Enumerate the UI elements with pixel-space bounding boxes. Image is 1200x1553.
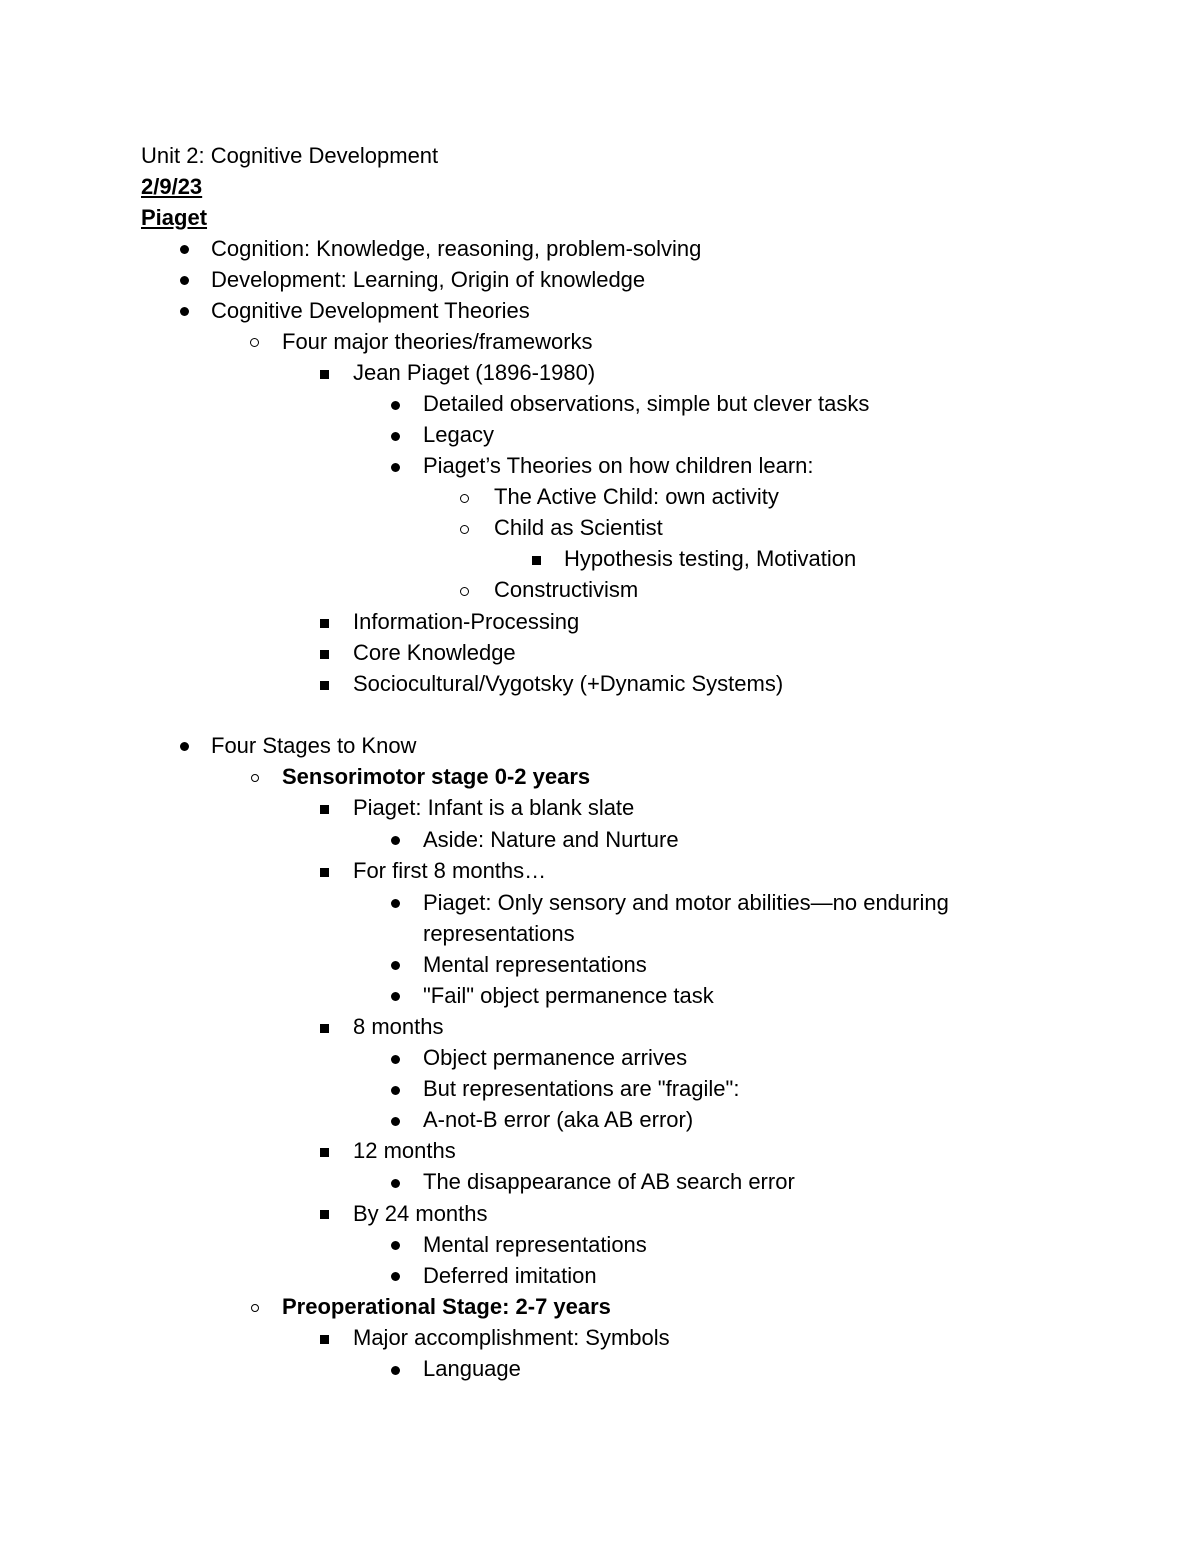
bullet-square [320, 805, 329, 814]
bullet-disc [391, 463, 400, 472]
bullet-disc [391, 1179, 400, 1188]
bullet-disc [391, 1272, 400, 1281]
bullet-square [320, 868, 329, 877]
bullet-disc [391, 1055, 400, 1064]
list-item: Core Knowledge [353, 640, 516, 665]
bullet-circle [460, 525, 469, 534]
bullet-disc [391, 836, 400, 845]
list-item: A-not-B error (aka AB error) [423, 1107, 694, 1132]
list-item: Hypothesis testing, Motivation [564, 546, 857, 571]
list-item: Piaget’s Theories on how children learn: [423, 453, 814, 478]
list-item: 8 months [353, 1014, 444, 1039]
list-item-continuation: representations [423, 921, 575, 946]
bullet-disc [391, 992, 400, 1001]
document-title: Unit 2: Cognitive Development [141, 143, 439, 168]
list-item: Mental representations [423, 952, 647, 977]
bullet-square [320, 1024, 329, 1033]
section-heading: Piaget [141, 205, 208, 230]
stage-heading: Sensorimotor stage 0-2 years [282, 764, 591, 789]
bullet-disc [180, 276, 189, 285]
list-item: Piaget: Infant is a blank slate [353, 795, 635, 820]
bullet-square [532, 556, 541, 565]
bullet-disc [391, 961, 400, 970]
list-item: Constructivism [494, 577, 639, 602]
list-item: Object permanence arrives [423, 1045, 688, 1070]
bullet-square [320, 370, 329, 379]
list-item: Piaget: Only sensory and motor abilities—no enduring [423, 890, 949, 915]
list-item: Major accomplishment: Symbols [353, 1325, 670, 1350]
bullet-disc [391, 432, 400, 441]
list-item: Jean Piaget (1896-1980) [353, 360, 596, 385]
list-item: Cognitive Development Theories [211, 298, 530, 323]
bullet-disc [391, 1086, 400, 1095]
list-item: The Active Child: own activity [494, 484, 779, 509]
list-item: Cognition: Knowledge, reasoning, problem-solving [211, 236, 702, 261]
bullet-circle [460, 494, 469, 503]
list-item: Legacy [423, 422, 494, 447]
stage-heading: Preoperational Stage: 2-7 years [282, 1294, 611, 1319]
list-item: 12 months [353, 1138, 456, 1163]
bullet-disc [180, 245, 189, 254]
bullet-square [320, 1335, 329, 1344]
list-item: Four Stages to Know [211, 733, 417, 758]
list-item: But representations are "fragile": [423, 1076, 740, 1101]
list-item: For first 8 months… [353, 858, 547, 883]
list-item: The disappearance of AB search error [423, 1169, 795, 1194]
list-item: Information-Processing [353, 609, 580, 634]
list-item: By 24 months [353, 1201, 488, 1226]
bullet-disc [180, 742, 189, 751]
bullet-disc [391, 401, 400, 410]
list-item: Sociocultural/Vygotsky (+Dynamic Systems) [353, 671, 784, 696]
bullet-circle [251, 774, 259, 782]
bullet-disc [180, 307, 189, 316]
bullet-square [320, 650, 329, 659]
bullet-circle [251, 1304, 259, 1312]
list-item: Language [423, 1356, 521, 1381]
list-item: Four major theories/frameworks [282, 329, 593, 354]
bullet-disc [391, 899, 400, 908]
list-item: Development: Learning, Origin of knowledge [211, 267, 646, 292]
bullet-disc [391, 1241, 400, 1250]
bullet-square [320, 681, 329, 690]
list-item: "Fail" object permanence task [423, 983, 714, 1008]
bullet-disc [391, 1366, 400, 1375]
bullet-square [320, 1148, 329, 1157]
list-item: Child as Scientist [494, 515, 663, 540]
bullet-disc [391, 1117, 400, 1126]
bullet-circle [460, 587, 469, 596]
bullet-circle [250, 338, 259, 347]
bullet-square [320, 619, 329, 628]
list-item: Aside: Nature and Nurture [423, 827, 679, 852]
list-item: Detailed observations, simple but clever tasks [423, 391, 870, 416]
list-item: Mental representations [423, 1232, 647, 1257]
date-heading: 2/9/23 [141, 174, 203, 199]
bullet-square [320, 1210, 329, 1219]
list-item: Deferred imitation [423, 1263, 597, 1288]
